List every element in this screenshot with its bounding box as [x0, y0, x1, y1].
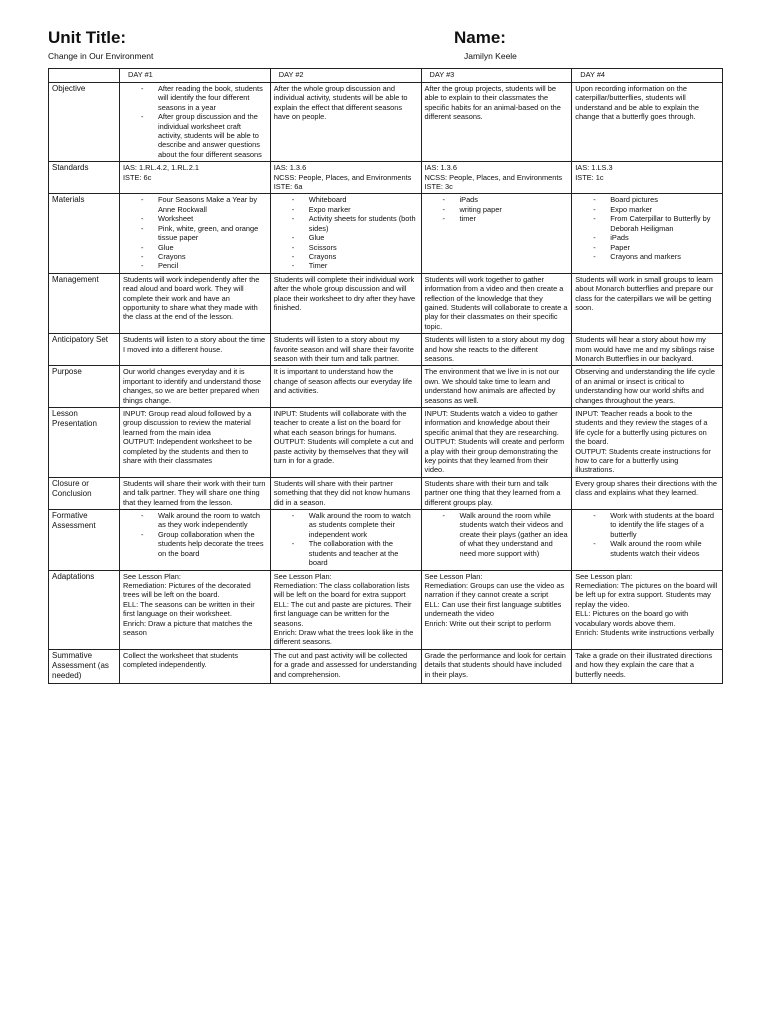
table-cell: [572, 162, 723, 194]
cell-line: IAS: 1.RL.4.2, 1.RL.2.1: [123, 163, 200, 173]
bullet-list: [425, 195, 569, 223]
table-cell: [120, 366, 271, 408]
list-item: - timer: [425, 214, 569, 223]
table-cell: [572, 194, 723, 273]
name-label: Name:: [454, 28, 506, 47]
bullet-list: [123, 84, 267, 159]
table-cell: [120, 194, 271, 273]
row-label: Closure or Conclusion: [49, 477, 120, 509]
cell-text: After the whole group discussion and individual activity, students will be able to explain the effect that different seasons have on people.: [273, 84, 408, 122]
list-item: - Whiteboard: [274, 195, 418, 204]
row-label: Formative Assessment: [49, 510, 120, 570]
day-header: DAY #2: [270, 69, 421, 83]
table-cell: [270, 510, 421, 570]
unit-title-label: Unit Title:: [48, 28, 127, 47]
row-label: Summative Assessment (as needed): [49, 649, 120, 683]
cell-line: INPUT: Students watch a video to gather information and knowledge about their specific animal that they are researching.: [424, 409, 559, 437]
cell-text: Upon recording information on the caterpillar/butterflies, students will understand and be able to explain the change that a butterfly goes through.: [575, 84, 699, 122]
cell-line: ISTE: 6a: [273, 182, 303, 192]
table-row: [49, 570, 723, 649]
day-header-row: [49, 69, 723, 83]
list-item: - Glue: [123, 243, 267, 252]
list-item: - Work with students at the board to identify the life stages of a butterfly: [575, 511, 719, 539]
table-cell: [421, 510, 572, 570]
cell-line: Remediation: The pictures on the board will be left up for extra support. Students may replay the video.: [575, 580, 718, 609]
cell-text: Students share with their turn and talk partner one thing that they learned from a different groups play.: [424, 478, 561, 507]
cell-line: Remediation: The class collaboration lists will be left on the board for extra support: [273, 580, 410, 600]
table-cell: [572, 477, 723, 509]
table-cell: [421, 366, 572, 408]
row-label: Materials: [49, 194, 120, 273]
cell-text: The cut and past activity will be collected for a grade and assessed for understanding and comprehension.: [273, 650, 417, 679]
lesson-plan-body: [49, 83, 723, 684]
cell-text: Students will listen to a story about the time I moved into a different house.: [123, 335, 266, 354]
unit-title-block: [48, 28, 153, 62]
table-row: [49, 83, 723, 162]
table-cell: [120, 334, 271, 366]
bullet-list: [425, 511, 569, 558]
day-header: DAY #4: [572, 69, 723, 83]
table-row: [49, 649, 723, 683]
list-item: - After reading the book, students will identify the four different seasons in a year: [123, 84, 267, 112]
cell-text: Observing and understanding the life cycle of an animal or insect is critical to understanding how our world shifts and changes throughout the years.: [575, 367, 715, 405]
bullet-list: [274, 511, 418, 567]
table-cell: [421, 477, 572, 509]
cell-text: Collect the worksheet that students completed independently.: [123, 650, 239, 670]
row-label: Lesson Presentation: [49, 408, 120, 478]
page-header: [48, 28, 728, 64]
cell-text: It is important to understand how the change of season affects our everyday life and activities.: [273, 367, 413, 396]
cell-text: Our world changes everyday and it is important to identify and understand those changes, so we are better prepared when things change.: [123, 367, 262, 405]
cell-line: Enrich: Write out their script to perform: [424, 618, 551, 628]
cell-line: IAS: 1.3.6: [273, 163, 307, 173]
cell-line: OUTPUT: Students create instructions for how to care for a butterfly using illustrations.: [575, 446, 711, 475]
table-cell: [120, 83, 271, 162]
list-item: - Paper: [575, 243, 719, 252]
table-cell: [421, 83, 572, 162]
cell-text: Every group shares their directions with the class and explains what they learned.: [575, 478, 717, 498]
cell-text: Students will work together to gather information from a video and then create a reflection of the knowledge that they gained. Students will collaborate to create a play for their classmates on their specific topic.: [424, 274, 568, 331]
cell-line: See Lesson Plan:: [123, 571, 181, 581]
list-item: - iPads: [575, 233, 719, 242]
name-block: [454, 28, 517, 62]
row-label: Purpose: [49, 366, 120, 408]
list-item: - Walk around the room to watch as they work independently: [123, 511, 267, 530]
table-cell: [270, 366, 421, 408]
name-value: Jamilyn Keele: [464, 51, 517, 61]
list-item: - Crayons: [274, 252, 418, 261]
cell-line: ELL: Can use their first language subtitles underneath the video: [424, 599, 562, 619]
table-cell: [572, 408, 723, 478]
list-item: - The collaboration with the students and teacher at the board: [274, 539, 418, 567]
list-item: - Walk around the room while students watch their videos: [575, 539, 719, 558]
cell-text: Students will complete their individual work after the whole group discussion and will place their worksheet to dry after they have finished.: [273, 274, 416, 312]
cell-text: After the group projects, students will be able to explain to their classmates the specific habits for an animal-based on the different seasons.: [424, 84, 561, 122]
day-header: DAY #1: [120, 69, 271, 83]
list-item: - Crayons and markers: [575, 252, 719, 261]
cell-line: ISTE: 1c: [575, 172, 604, 182]
table-cell: [270, 649, 421, 683]
cell-line: INPUT: Teacher reads a book to the students and they review the stages of a life cycle for a butterfly using pictures on the board.: [575, 409, 708, 447]
list-item: - Expo marker: [575, 205, 719, 214]
table-cell: [572, 510, 723, 570]
cell-line: ISTE: 6c: [123, 172, 152, 182]
bullet-list: [575, 511, 719, 558]
cell-text: Students will listen to a story about my dog and how she reacts to the different seasons.: [424, 335, 565, 363]
table-cell: [120, 570, 271, 649]
corner-cell: [49, 69, 120, 83]
cell-line: Remediation: Pictures of the decorated trees will be left on the board.: [123, 580, 251, 600]
cell-line: ELL: The seasons can be written in their first language on their worksheet.: [123, 599, 255, 619]
table-cell: [270, 162, 421, 194]
table-row: [49, 477, 723, 509]
cell-line: Enrich: Draw what the trees look like in the different seasons.: [273, 627, 414, 647]
table-cell: [270, 408, 421, 478]
cell-text: Students will listen to a story about my favorite season and will share their favorite season with their turn and talk partner.: [273, 335, 414, 363]
list-item: - Group collaboration when the students help decorate the trees on the board: [123, 530, 267, 558]
cell-line: OUTPUT: Students will create and perform a play with their group demonstrating the key points that they learned from their video.: [424, 437, 565, 475]
list-item: - Pencil: [123, 261, 267, 270]
cell-line: INPUT: Students will collaborate with the teacher to create a list on the board for what each season brings for humans.: [273, 409, 407, 437]
list-item: - iPads: [425, 195, 569, 204]
cell-line: ELL: Pictures on the board go with vocabulary words above them.: [575, 609, 689, 628]
table-cell: [270, 570, 421, 649]
table-cell: [572, 334, 723, 366]
cell-line: IAS: 1.3.6: [424, 163, 457, 173]
row-label: Management: [49, 273, 120, 333]
list-item: - Expo marker: [274, 205, 418, 214]
cell-text: Students will share with their partner something that they did not know humans did in a season.: [273, 478, 411, 507]
table-cell: [120, 273, 271, 333]
table-cell: [120, 162, 271, 194]
cell-line: See Lesson Plan:: [273, 571, 332, 581]
table-row: [49, 334, 723, 366]
list-item: - From Caterpillar to Butterfly by Deborah Heiligman: [575, 214, 719, 233]
lesson-plan-table: [48, 68, 723, 684]
list-item: - Walk around the room while students watch their videos and create their plays (gather an idea of what they understand and need more support with): [425, 511, 569, 558]
table-cell: [120, 649, 271, 683]
table-cell: [120, 510, 271, 570]
cell-line: Remediation: Groups can use the video as narration if they cannot create a script: [424, 580, 565, 600]
table-cell: [421, 162, 572, 194]
cell-line: ISTE: 3c: [424, 182, 453, 192]
table-cell: [421, 649, 572, 683]
list-item: - writing paper: [425, 205, 569, 214]
table-cell: [270, 477, 421, 509]
unit-title-value: Change in Our Environment: [48, 51, 154, 61]
cell-line: INPUT: Group read aloud followed by a group discussion to review the material learned from the main idea: [123, 409, 252, 437]
list-item: - Timer: [274, 261, 418, 270]
bullet-list: [123, 195, 267, 270]
table-cell: [572, 366, 723, 408]
list-item: - Four Seasons Make a Year by Anne Rockwall: [123, 195, 267, 214]
cell-line: NCSS: People, Places, and Environments: [424, 172, 563, 182]
day-header: DAY #3: [421, 69, 572, 83]
bullet-list: [123, 511, 267, 558]
cell-text: Students will work in small groups to learn about Monarch butterflies and prepare our class for the caterpillars we will be getting soon.: [575, 274, 714, 312]
table-cell: [421, 334, 572, 366]
table-cell: [270, 194, 421, 273]
list-item: - After group discussion and the individual worksheet craft activity, students will be able to describe and answer questions about the four different seasons: [123, 112, 267, 159]
cell-text: Take a grade on their illustrated directions and how they explain the care that a butterfly needs.: [575, 650, 713, 679]
cell-line: IAS: 1.LS.3: [575, 163, 613, 173]
cell-text: Students will work independently after the read aloud and board work. They will complete their work and have an opportunity to share what they made with the class at the end of the lesson.: [123, 274, 260, 322]
list-item: - Board pictures: [575, 195, 719, 204]
bullet-list: [274, 195, 418, 270]
table-cell: [421, 408, 572, 478]
table-cell: [572, 570, 723, 649]
list-item: - Pink, white, green, and orange tissue paper: [123, 224, 267, 243]
list-item: - Walk around the room to watch as students complete their independent work: [274, 511, 418, 539]
table-cell: [572, 83, 723, 162]
cell-text: Students will hear a story about how my mom would have me and my siblings raise Monarch Butterflies in our backyard.: [575, 335, 715, 363]
row-label: Adaptations: [49, 570, 120, 649]
table-cell: [572, 649, 723, 683]
table-cell: [120, 477, 271, 509]
cell-line: OUTPUT: Independent worksheet to be completed by the students and then to share with their classmates: [123, 437, 252, 466]
list-item: - Worksheet: [123, 214, 267, 223]
table-cell: [120, 408, 271, 478]
row-label: Objective: [49, 83, 120, 162]
row-label: Standards: [49, 162, 120, 194]
table-cell: [421, 273, 572, 333]
cell-text: Students will share their work with their turn and talk partner. They will share one thing that they learned from the lesson.: [123, 478, 266, 507]
table-row: [49, 408, 723, 478]
cell-line: NCSS: People, Places, and Environments: [273, 172, 412, 182]
table-cell: [421, 570, 572, 649]
cell-line: See Lesson Plan:: [424, 571, 483, 581]
list-item: - Glue: [274, 233, 418, 242]
table-row: [49, 194, 723, 273]
table-row: [49, 273, 723, 333]
cell-text: The environment that we live in is not our own. We should take time to learn and understand how animals are affected by seasons as well.: [424, 367, 560, 405]
table-cell: [270, 83, 421, 162]
table-row: [49, 162, 723, 194]
table-row: [49, 510, 723, 570]
cell-line: Enrich: Draw a picture that matches the season: [123, 618, 253, 637]
list-item: - Crayons: [123, 252, 267, 261]
table-cell: [572, 273, 723, 333]
cell-text: Grade the performance and look for certain details that students should have included in their plays.: [424, 650, 566, 679]
table-cell: [270, 334, 421, 366]
cell-line: See Lesson plan:: [575, 571, 633, 581]
cell-line: OUTPUT: Students will complete a cut and paste activity by themselves that they will turn in for a grade.: [273, 437, 414, 466]
cell-line: ELL: The cut and paste are pictures. Their first language can be written for the seasons.: [273, 599, 412, 628]
table-row: [49, 366, 723, 408]
list-item: - Scissors: [274, 243, 418, 252]
table-cell: [421, 194, 572, 273]
row-label: Anticipatory Set: [49, 334, 120, 366]
cell-line: Enrich: Students write instructions verbally: [575, 627, 715, 637]
list-item: - Activity sheets for students (both sides): [274, 214, 418, 233]
bullet-list: [575, 195, 719, 261]
table-cell: [270, 273, 421, 333]
